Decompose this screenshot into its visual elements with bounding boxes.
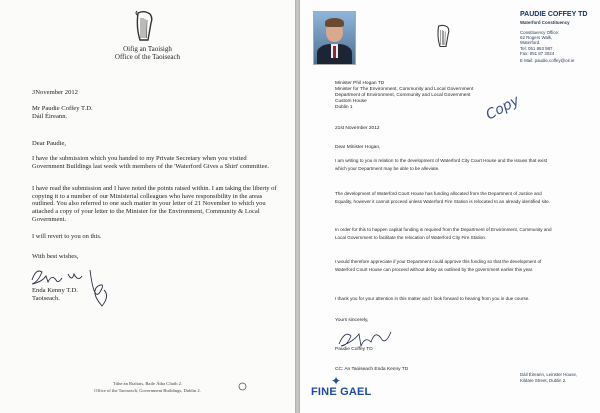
salutation: Dear Paudie, bbox=[32, 140, 67, 147]
email: E Mail: paudie.coffey@oir.ie bbox=[520, 58, 575, 63]
signer-name: Enda Kenny T.D. bbox=[32, 287, 78, 294]
date-month-year: November 2012 bbox=[35, 89, 78, 96]
recipient-line-1: Minister Phil Hogan TD bbox=[335, 81, 385, 86]
salutation: Dear Minister Hogan, bbox=[335, 145, 381, 150]
sender-name: PAUDIE COFFEY TD bbox=[520, 11, 588, 18]
date-day: 3 bbox=[32, 89, 36, 96]
sender-photo bbox=[313, 11, 356, 65]
paragraph-2: I have read the submission and I have noted the points raised within. I am taking the liberty of copying it to a number of our Ministerial colleagues who have responsibility in the areas outlined. You also referred to one such matter in your letter of 21 November to which you attached a copy of your letter to the Minister for the Environment, Community & Local Government. bbox=[32, 185, 277, 223]
footer-irish: Tithe an Rialtais, Baile Átha Cliath 2. bbox=[112, 381, 183, 386]
handwritten-signature bbox=[28, 262, 118, 310]
fax: Fax: 051 87 3024 bbox=[520, 51, 555, 56]
fine-gael-star-icon: ✦ bbox=[331, 374, 342, 388]
paragraph-3: In order for this to happen capital funding is required from the Department of Environment, Community and Local Government to facilitate the relocation of Waterford City Fire Station. bbox=[335, 227, 552, 241]
signer-title: Taoiseach. bbox=[32, 295, 60, 302]
recipient-line-5: Dublin 1 bbox=[335, 105, 353, 110]
letter-date bbox=[32, 89, 78, 97]
taoiseach-letter bbox=[0, 0, 295, 413]
recipient-place: Dáil Éireann. bbox=[32, 113, 68, 120]
letter-date: 21st November 2012 bbox=[335, 126, 380, 131]
paragraph-2: The development of Waterford Court House has funding allocated from the Department of Justice and Equality, however it cannot proceed unless Waterford Fire Station is relocated to an already identified site. bbox=[335, 191, 550, 205]
footer-english: Office of the Taoiseach, Government Buildings, Dublin 2. bbox=[94, 388, 201, 393]
footer-line-1: Dáil Éireann, Leinster House, bbox=[520, 372, 578, 377]
recipient-line-2: Minister for The Environment, Community and Local Government bbox=[335, 87, 474, 92]
paragraph-1: I am writing to you in relation to the development of Waterford City Court House and the issues that exist which your Department may be able to be alleviate. bbox=[335, 158, 548, 172]
recipient-name: Mr Paudie Coffey T.D. bbox=[32, 105, 93, 112]
signer-name: Paudie Coffey TD bbox=[335, 347, 373, 352]
closing: With best wishes, bbox=[32, 253, 79, 260]
copy-stamp: Copy bbox=[483, 92, 523, 124]
paragraph-4: I would therefore appreciate if your Department could approve this funding so that the development of Waterford Court House can proceed without delay as outlined by the government earlier this year. bbox=[335, 259, 542, 273]
cc-line: CC: An Taoiseach Enda Kenny TD bbox=[335, 367, 409, 372]
paragraph-1: I have the submission which you handed to my Private Secretary when you visited Government Buildings last week with members of the 'Waterford Gives a Shirt' committee. bbox=[32, 155, 270, 170]
recipient-line-3: Department of Environment, Community and Local Government bbox=[335, 93, 471, 98]
office-address-1: 62 Rogers Walk, bbox=[520, 35, 553, 40]
footer-line-2: Kildare Street, Dublin 2. bbox=[520, 378, 567, 383]
dept-english: Office of the Taoiseach bbox=[114, 53, 181, 61]
office-address-2: Waterford. bbox=[520, 40, 541, 45]
closing: Yours sincerely, bbox=[335, 318, 369, 323]
paragraph-3: I will revert to you on this. bbox=[32, 233, 102, 240]
footer-seal-icon bbox=[238, 382, 247, 391]
dept-irish: Oifig an Taoisigh bbox=[123, 45, 172, 53]
constituency: Waterford Constituency bbox=[520, 20, 570, 25]
tel: Tel: 051 853 987 bbox=[520, 46, 553, 51]
paragraph-5: I thank you for your attention in this matter and I look forward to hearing from you in due course. bbox=[335, 296, 530, 301]
office-label: Constituency Office: bbox=[520, 30, 560, 35]
harp-emblem-icon bbox=[132, 10, 156, 42]
harp-emblem-icon bbox=[434, 24, 452, 48]
party-logo: FINE GAEL bbox=[311, 386, 372, 398]
recipient-line-4: Custom House bbox=[335, 99, 367, 104]
